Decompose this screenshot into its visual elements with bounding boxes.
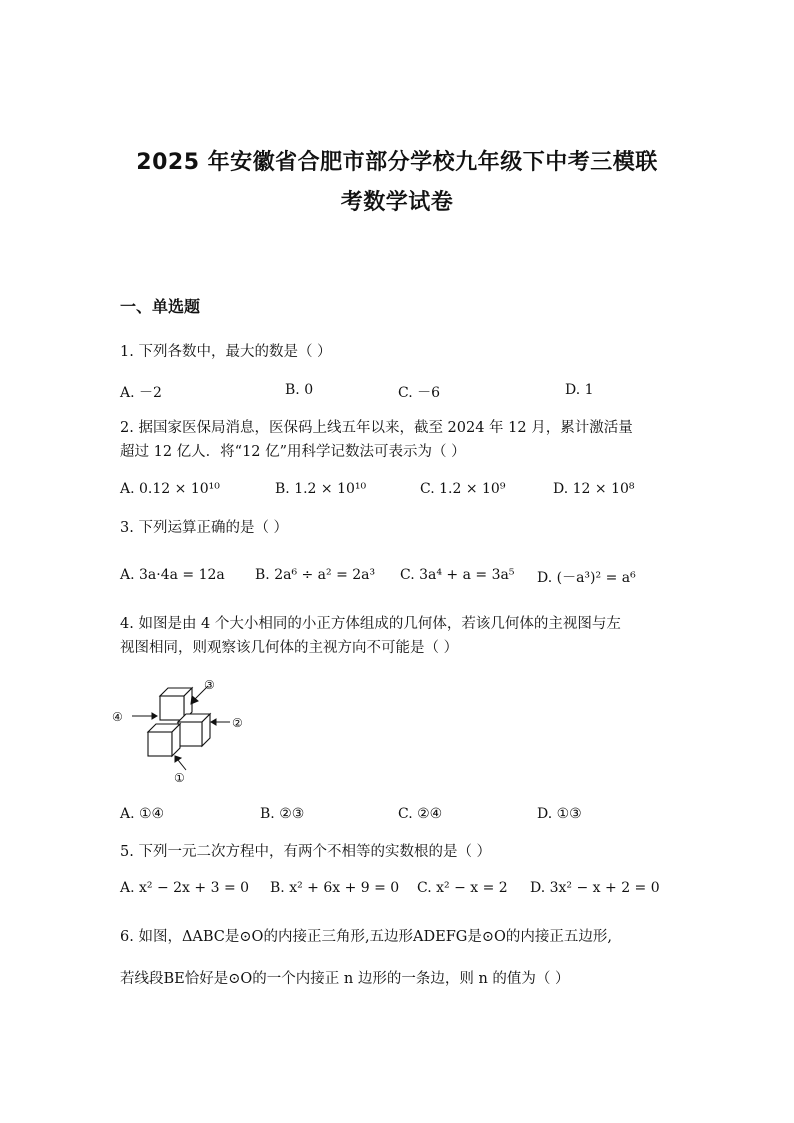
- q1-option-a[interactable]: A. －2: [120, 385, 162, 401]
- q1-option-d[interactable]: D. 1: [565, 382, 594, 398]
- question-2-stem-line1: 2. 据国家医保局消息，医保码上线五年以来，截至 2024 年 12 月，累计激活量: [120, 420, 633, 436]
- q3-option-c[interactable]: C. 3a⁴ + a = 3a⁵: [400, 567, 515, 583]
- figure-label-2: ②: [232, 716, 243, 730]
- q5-option-c[interactable]: C. x² − x = 2: [417, 880, 508, 896]
- q5-option-d[interactable]: D. 3x² − x + 2 = 0: [530, 880, 660, 896]
- cube-figure: [112, 674, 262, 788]
- figure-label-1: ①: [174, 771, 185, 784]
- figure-label-3: ③: [204, 678, 215, 692]
- question-6-stem-line1: 6. 如图，ΔABC是⊙O的内接正三角形,五边形ADEFG是⊙O的内接正五边形,: [120, 929, 613, 945]
- q3-option-a[interactable]: A. 3a·4a = 12a: [120, 567, 225, 583]
- question-4-stem-line1: 4. 如图是由 4 个大小相同的小正方体组成的几何体，若该几何体的主视图与左: [120, 616, 621, 632]
- q1-option-c[interactable]: C. －6: [398, 385, 441, 401]
- section-heading: 一、单选题: [120, 297, 201, 316]
- exam-title-line1: 2025 年安徽省合肥市部分学校九年级下中考三模联: [136, 150, 658, 175]
- q4-option-d[interactable]: D. ①③: [537, 806, 582, 822]
- q1-option-b[interactable]: B. 0: [285, 382, 314, 398]
- q4-option-c[interactable]: C. ②④: [398, 806, 443, 822]
- q4-option-a[interactable]: A. ①④: [120, 806, 165, 822]
- question-3-stem: 3. 下列运算正确的是（ ）: [120, 520, 289, 536]
- question-1-stem: 1. 下列各数中，最大的数是（ ）: [120, 344, 332, 360]
- q2-option-c[interactable]: C. 1.2 × 10⁹: [420, 481, 506, 497]
- q3-option-d[interactable]: D. (－a³)² = a⁶: [537, 570, 636, 586]
- q2-option-b[interactable]: B. 1.2 × 10¹⁰: [275, 481, 367, 497]
- q2-option-a[interactable]: A. 0.12 × 10¹⁰: [120, 481, 220, 497]
- cube-diagram: [112, 674, 262, 784]
- question-4-stem-line2: 视图相同，则观察该几何体的主视方向不可能是（ ）: [120, 640, 459, 656]
- exam-title-line2: 考数学试卷: [340, 190, 454, 215]
- figure-label-4: ④: [112, 710, 123, 724]
- question-5-stem: 5. 下列一元二次方程中，有两个不相等的实数根的是（ ）: [120, 844, 492, 860]
- q4-option-b[interactable]: B. ②③: [260, 806, 305, 822]
- q3-option-b[interactable]: B. 2a⁶ ÷ a² = 2a³: [255, 567, 376, 583]
- q5-option-b[interactable]: B. x² + 6x + 9 = 0: [270, 880, 400, 896]
- question-6-stem-line2: 若线段BE恰好是⊙O的一个内接正 n 边形的一条边，则 n 的值为（ ）: [120, 971, 570, 987]
- q2-option-d[interactable]: D. 12 × 10⁸: [553, 481, 635, 497]
- question-2-stem-line2: 超过 12 亿人．将“12 亿”用科学记数法可表示为（ ）: [120, 444, 466, 460]
- q5-option-a[interactable]: A. x² − 2x + 3 = 0: [120, 880, 250, 896]
